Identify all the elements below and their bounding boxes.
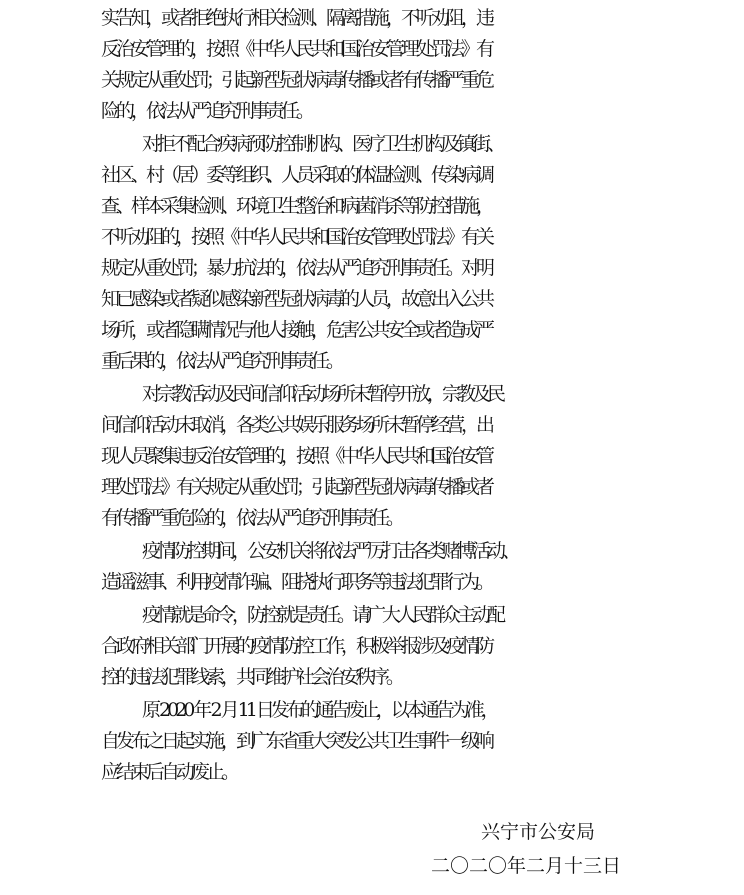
paragraph-6-line-2: 自发布之日起实施，到广东省重大突发公共卫生事件一级响	[101, 730, 492, 752]
paragraph-3-line-3: 现人员聚集违反治安管理的，按照《中华人民共和国治安管	[101, 445, 492, 467]
paragraph-1-line-2: 反治安管理的，按照《中华人民共和国治安管理处罚法》有	[101, 38, 492, 60]
paragraph-3-line-2: 间信仰活动未取消，各类公共娱乐服务场所未暂停经营，出	[101, 414, 492, 436]
paragraph-3-line-5: 有传播严重危险的，依法从严追究刑事责任。	[101, 507, 402, 529]
signature-date: 二〇二〇年二月十三日	[431, 855, 622, 877]
paragraph-2-line-6: 知已感染或者疑似感染新型冠状病毒的人员，故意出入公共	[101, 288, 492, 310]
paragraph-1-line-1: 实告知，或者拒绝执行相关检测、隔离措施，不听劝阻，违	[101, 7, 492, 29]
paragraph-3-line-1: 对宗教活动及民间信仰活动场所未暂停开放，宗教及民	[142, 383, 503, 405]
paragraph-3-line-4: 理处罚法》有关规定从重处罚；引起新型冠状病毒传播或者	[101, 476, 492, 498]
paragraph-5-line-3: 控的违法犯罪线索，共同维护社会治安秩序。	[101, 666, 402, 688]
paragraph-1-line-3: 关规定从重处罚；引起新型冠状病毒传播或者有传播严重危	[101, 69, 492, 91]
paragraph-6-line-3: 应结束后自动废止。	[101, 761, 237, 783]
paragraph-4-line-2: 造谣滋事、利用疫情诈骗、阻挠执行职务等违法犯罪行为。	[101, 571, 492, 593]
paragraph-2-line-5: 规定从重处罚；暴力抗法的，依法从严追究刑事责任。对明	[101, 257, 492, 279]
paragraph-2-line-1: 对拒不配合疾病预防控制机构、医疗卫生机构及镇街、	[142, 133, 503, 155]
paragraph-5-line-2: 合政府相关部门开展的疫情防控工作，积极举报涉及疫情防	[101, 635, 492, 657]
paragraph-2-line-7: 场所，或者隐瞒情况与他人接触，危害公共安全或者造成严	[101, 319, 492, 341]
paragraph-4-line-1: 疫情防控期间，公安机关将依法严厉打击各类赌博活动、	[142, 540, 518, 562]
paragraph-2-line-2: 社区、村（居）委等组织、人员采取的体温检测、传染病调	[101, 164, 492, 186]
paragraph-2-line-3: 查、样本采集检测、环境卫生整治和病菌消杀等防控措施，	[101, 195, 492, 217]
signature-organization: 兴宁市公安局	[481, 821, 596, 843]
paragraph-5-line-1: 疫情就是命令，防控就是责任。请广大人民群众主动配	[142, 604, 503, 626]
paragraph-2-line-8: 重后果的，依法从严追究刑事责任。	[101, 350, 342, 372]
paragraph-2-line-4: 不听劝阻的，按照《中华人民共和国治安管理处罚法》有关	[101, 226, 492, 248]
paragraph-6-line-1: 原 2020 年 2 月 11 日发布的通告废止，以本通告为准，	[142, 699, 496, 721]
paragraph-1-line-4: 险的，依法从严追究刑事责任。	[101, 100, 312, 122]
